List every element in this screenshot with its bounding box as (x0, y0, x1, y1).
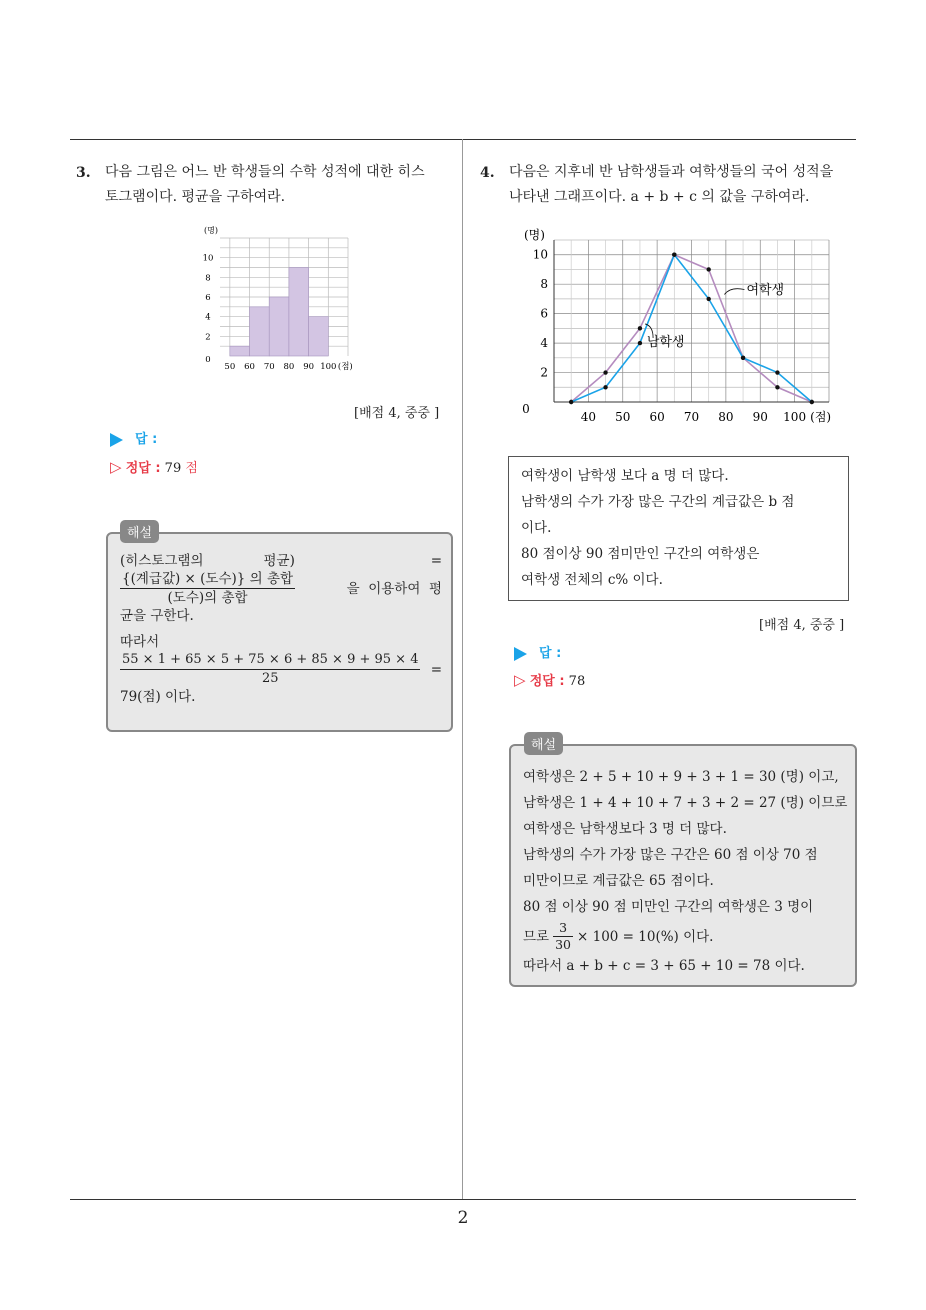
x-tick-label: 100 (320, 362, 337, 372)
q4-expl-frac-suffix: × 100 = 10(%) 이다. (577, 928, 714, 945)
x-tick-label: 70 (683, 410, 700, 424)
x-tick-label: 50 (615, 410, 631, 424)
q3-expl-fraction2 (120, 651, 420, 688)
column-divider (462, 139, 463, 1200)
q4-expl-line: 남학생은 1 + 4 + 10 + 7 + 3 + 2 = 27 (명) 이므로 (523, 795, 848, 811)
series-label-male: 남학생 (646, 335, 685, 351)
q4-info-line: 여학생이 남학생 보다 a 명 더 많다. (521, 468, 729, 484)
q4-correct-label: 정답 : (529, 674, 565, 689)
y-tick-label: 2 (540, 365, 548, 380)
q4-expl-line: 80 점 이상 90 점 미만인 구간의 여학생은 3 명이 (523, 899, 814, 915)
histogram-bar (269, 297, 289, 356)
q3-expl-frac2-den: 25 (261, 671, 279, 686)
data-point (775, 370, 779, 374)
histogram-bar (309, 317, 329, 356)
q3-expl-line6: 79(점) 이다. (120, 689, 196, 705)
y-tick-label: 4 (540, 336, 548, 351)
x-tick-label: 60 (649, 410, 665, 424)
histogram-bar (230, 346, 250, 356)
data-point (638, 326, 642, 330)
q4-expl-line: 남학생의 수가 가장 많은 구간은 60 점 이상 70 점 (523, 847, 818, 863)
triangle-outline-icon: ▷ (514, 671, 526, 689)
q4-expl-frac-num: 3 (553, 920, 573, 937)
y-tick-label: 10 (532, 247, 548, 262)
q3-points: [배점 4, 중중 ] (354, 406, 440, 421)
data-point (603, 385, 607, 389)
triangle-outline-icon: ▷ (110, 458, 122, 476)
q3-correct-row (110, 457, 198, 476)
q3-expl-line3: 균을 구한다. (120, 608, 194, 624)
q4-expl-line: 여학생은 남학생보다 3 명 더 많다. (523, 821, 727, 837)
x-tick-label: 40 (580, 410, 597, 424)
q3-correct-unit: 점 (185, 461, 198, 476)
histogram-bar (289, 268, 309, 357)
q4-expl-frac-prefix: 므로 (523, 928, 550, 945)
q4-expl-last: 따라서 a + b + c = 3 + 65 + 10 = 78 이다. (523, 958, 805, 974)
q4-expl-fraction (553, 920, 573, 953)
y-tick-label: 10 (202, 253, 214, 264)
play-icon (110, 433, 123, 447)
label-pointer (724, 289, 744, 295)
q3-answer-label: 답 : (135, 432, 158, 447)
q4-info-line: 여학생 전체의 c% 이다. (521, 572, 663, 588)
data-point (810, 400, 814, 404)
q3-text-line1: 다음 그림은 어느 반 학생들의 수학 성적에 대한 히스 (105, 164, 425, 180)
x-tick-label: 70 (263, 362, 275, 372)
series-label-female: 여학생 (746, 283, 785, 299)
q4-expl-line: 여학생은 2 + 5 + 10 + 9 + 3 + 1 = 30 (명) 이고, (523, 769, 839, 785)
q4-number: 4. (480, 165, 495, 181)
q3-expl-frac-den: (도수)의 총합 (167, 590, 248, 606)
q4-info-box (508, 456, 849, 601)
x-tick-label: 50 (224, 362, 236, 372)
q4-correct-value: 78 (568, 674, 586, 689)
q3-correct-label: 정답 : (125, 461, 161, 476)
q3-expl-after-frac: 을 이용하여 평 (346, 580, 442, 597)
q3-expl-frac-num: {(계급값) × (도수)} 의 총합 (122, 571, 294, 587)
q3-expl-line4: 따라서 (120, 634, 160, 650)
q3-number: 3. (76, 165, 91, 181)
q3-text-line2: 토그램이다. 평균을 구하여라. (105, 189, 286, 205)
q3-expl-eq: = (430, 553, 442, 569)
q3-explanation-box (106, 532, 453, 732)
q3-answer-row (110, 428, 157, 447)
x-tick-label: 80 (718, 410, 734, 424)
y-tick-label: 4 (205, 312, 211, 323)
data-point (672, 253, 676, 257)
y-tick-label: 6 (540, 306, 548, 321)
q4-answer-label: 답 : (539, 646, 562, 661)
x-tick-label: 60 (244, 362, 255, 372)
data-point (775, 385, 779, 389)
data-point (638, 341, 642, 345)
y-tick-label: 0 (522, 402, 530, 416)
data-point (741, 356, 745, 360)
q3-correct-value: 79 (164, 461, 182, 476)
data-point (706, 297, 710, 301)
q4-info-line: 80 점이상 90 점미만인 구간의 여학생은 (521, 546, 760, 562)
x-tick-label: 90 (752, 410, 768, 424)
x-tick-label: 90 (303, 362, 315, 372)
q3-expl-eq2: = (430, 661, 442, 678)
q4-expl-line: 미만이므로 계급값은 65 점이다. (523, 873, 714, 889)
page-number: 2 (457, 1208, 469, 1228)
y-tick-label: 0 (205, 355, 211, 365)
y-tick-label: 8 (205, 273, 211, 284)
x-tick-label: 100 (783, 410, 807, 424)
x-axis-unit: (점) (337, 362, 353, 372)
x-axis-unit: (점) (810, 410, 832, 424)
y-tick-label: 8 (540, 277, 548, 292)
histogram-chart (198, 224, 358, 374)
bottom-rule (70, 1199, 856, 1200)
q4-text-line1: 다음은 지후네 반 남학생들과 여학생들의 국어 성적을 (509, 164, 834, 180)
data-point (603, 370, 607, 374)
data-point (569, 400, 573, 404)
y-axis-unit: (명) (204, 226, 218, 235)
q4-points: [배점 4, 중중 ] (759, 618, 845, 633)
q4-info-line: 이다. (521, 520, 552, 536)
q3-explanation-tag: 해설 (120, 520, 159, 543)
play-icon (514, 647, 527, 661)
q4-explanation-box (509, 744, 857, 987)
histogram-bar (250, 307, 270, 356)
q4-text (509, 160, 833, 210)
y-tick-label: 2 (205, 332, 211, 343)
q4-correct-row (514, 670, 585, 689)
q3-text (105, 160, 425, 210)
q4-expl-frac-den: 30 (555, 937, 571, 952)
top-rule (70, 139, 856, 140)
q4-explanation-tag: 해설 (524, 732, 563, 755)
x-tick-label: 80 (283, 362, 295, 372)
q3-expl-fraction (120, 570, 295, 607)
data-point (706, 267, 710, 271)
q3-expl-line1b: 평균) (263, 553, 295, 569)
q3-expl-line1a: (히스토그램의 (120, 553, 204, 569)
q3-expl-frac2-num: 55 × 1 + 65 × 5 + 75 × 6 + 85 × 9 + 95 × 4 (120, 651, 420, 670)
q4-info-line: 남학생의 수가 가장 많은 구간의 계급값은 b 점 (521, 494, 795, 510)
q4-answer-row (514, 642, 561, 661)
y-axis-unit: (명) (524, 228, 545, 242)
y-tick-label: 6 (205, 293, 211, 303)
q4-text-line2: 나타낸 그래프이다. a + b + c 의 값을 구하여라. (509, 189, 810, 205)
line-chart (518, 228, 848, 428)
